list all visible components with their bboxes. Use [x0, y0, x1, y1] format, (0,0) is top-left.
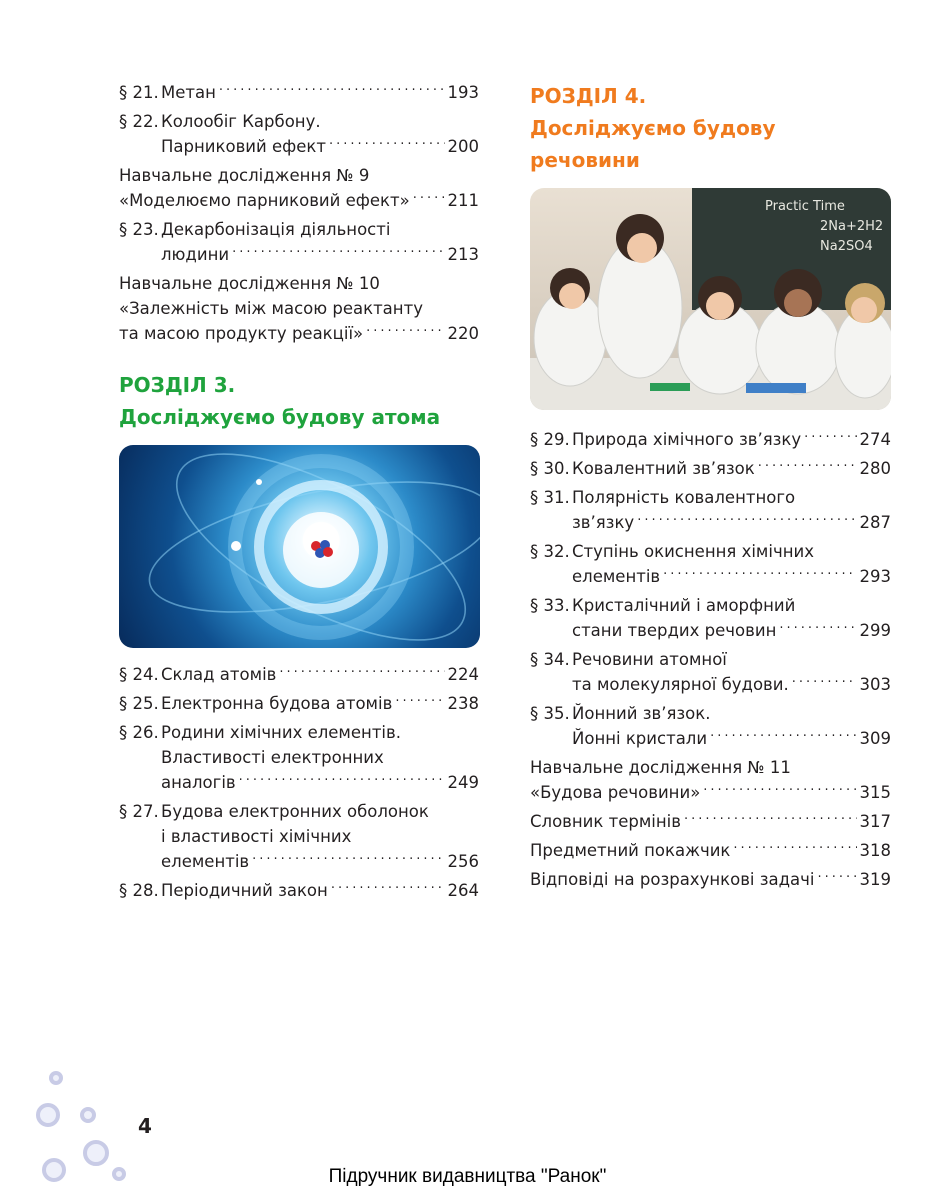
toc-section-number: § 22.	[119, 112, 159, 131]
toc-entry	[119, 720, 479, 795]
toc-entry-title: Родини хімічних елементів.	[161, 723, 401, 742]
toc-leader-dots	[733, 838, 856, 863]
atom-illustration	[119, 445, 480, 648]
toc-entry-title: аналогів	[161, 773, 236, 792]
toc-entry	[119, 80, 479, 105]
toc-entry	[530, 485, 891, 535]
toc-entry	[530, 755, 891, 805]
toc-entry-title: зв’язку	[572, 513, 635, 532]
toc-section-number: § 30.	[530, 459, 570, 478]
toc-entry-title: Декарбонізація діяльності	[161, 220, 391, 239]
toc-section-number: § 29.	[530, 430, 570, 449]
toc-section-number: § 26.	[119, 723, 159, 742]
toc-list-top	[119, 80, 479, 346]
section-4-label: РОЗДІЛ 4.	[530, 84, 647, 108]
toc-page-number: 224	[447, 665, 479, 684]
toc-entry-title: Навчальне дослідження № 11	[530, 758, 791, 777]
chalk-text-1: Practic Time	[765, 199, 845, 214]
toc-page-number: 249	[447, 773, 479, 792]
toc-entry	[119, 662, 479, 687]
toc-leader-dots	[637, 510, 856, 535]
toc-leader-dots	[792, 672, 857, 697]
toc-entry	[530, 838, 891, 863]
decor-bubble	[80, 1107, 96, 1123]
toc-leader-dots	[252, 849, 444, 874]
toc-entry-title: людини	[161, 245, 230, 264]
toc-entry-title: Йонний зв’язок.	[572, 704, 711, 723]
toc-leader-dots	[703, 780, 856, 805]
toc-leader-dots	[279, 662, 444, 687]
toc-entry	[530, 593, 891, 643]
decor-bubble	[36, 1103, 60, 1127]
toc-entry	[530, 647, 891, 697]
footer-publisher: Підручник видавництва "Ранок"	[328, 1166, 607, 1187]
toc-leader-dots	[413, 188, 445, 213]
section-3-heading	[119, 369, 479, 433]
toc-leader-dots	[232, 242, 444, 267]
toc-entry-title: Ступінь окиснення хімічних	[572, 542, 814, 561]
toc-page-number: 193	[447, 83, 479, 102]
toc-page-number: 211	[447, 191, 479, 210]
toc-leader-dots	[219, 80, 445, 105]
toc-entry	[530, 867, 891, 892]
section-3-title: Досліджуємо будову атома	[119, 405, 441, 429]
toc-section-number: § 23.	[119, 220, 159, 239]
toc-entry-title: Будова електронних оболонок	[161, 802, 429, 821]
toc-entry-title: Навчальне дослідження № 9	[119, 166, 370, 185]
toc-entry-title: Природа хімічного зв’язку	[572, 430, 802, 449]
toc-entry-title: Йонні кристали	[572, 729, 708, 748]
toc-leader-dots	[395, 691, 444, 716]
lab-scene	[530, 188, 891, 410]
decor-bubble	[83, 1140, 109, 1166]
toc-leader-dots	[710, 726, 856, 751]
toc-leader-dots	[804, 427, 856, 452]
toc-entry	[119, 163, 479, 213]
toc-leader-dots	[779, 618, 856, 643]
toc-entry-title: Кристалічний і аморфний	[572, 596, 796, 615]
toc-section-number: § 31.	[530, 488, 570, 507]
toc-entry-title: Навчальне дослідження № 10	[119, 274, 380, 293]
toc-page-number: 238	[447, 694, 479, 713]
atom-graphic	[119, 445, 480, 648]
toc-entry	[530, 809, 891, 834]
toc-entry-title: елементів	[161, 852, 250, 871]
toc-entry-title: елементів	[572, 567, 661, 586]
toc-page-number: 274	[859, 430, 891, 449]
toc-section-number: § 35.	[530, 704, 570, 723]
toc-leader-dots	[758, 456, 857, 481]
toc-section-number: § 28.	[119, 881, 159, 900]
toc-entry-title: Парниковий ефект	[161, 137, 326, 156]
toc-leader-dots	[239, 770, 445, 795]
toc-entry	[530, 701, 891, 751]
toc-leader-dots	[684, 809, 857, 834]
toc-page-number: 256	[447, 852, 479, 871]
toc-entry-title: і властивості хімічних	[161, 827, 352, 846]
toc-entry-title: «Моделюємо парниковий ефект»	[119, 191, 410, 210]
lab-photo	[530, 188, 891, 410]
toc-entry-title: Полярність ковалентного	[572, 488, 796, 507]
toc-left-column	[119, 80, 479, 907]
toc-entry	[530, 456, 891, 481]
toc-right-column	[530, 80, 891, 896]
section-4-title: Досліджуємо будову речовини	[530, 116, 776, 172]
toc-leader-dots	[329, 134, 445, 159]
toc-leader-dots	[366, 321, 444, 346]
section-3-label: РОЗДІЛ 3.	[119, 373, 236, 397]
toc-entry-title: Склад атомів	[161, 665, 277, 684]
toc-entry-title: Метан	[161, 83, 216, 102]
toc-entry-title: Предметний покажчик	[530, 841, 731, 860]
toc-page-number: 318	[859, 841, 891, 860]
toc-entry-title: стани твердих речовин	[572, 621, 777, 640]
toc-page-number: 293	[859, 567, 891, 586]
toc-entry	[119, 217, 479, 267]
toc-section-number: § 25.	[119, 694, 159, 713]
toc-section-number: § 24.	[119, 665, 159, 684]
toc-entry-title: Електронна будова атомів	[161, 694, 393, 713]
toc-page-number: 280	[859, 459, 891, 478]
toc-entry-title: Відповіді на розрахункові задачі	[530, 870, 815, 889]
toc-entry-title: Періодичний закон	[161, 881, 328, 900]
toc-list-right	[530, 427, 891, 892]
toc-entry	[530, 539, 891, 589]
toc-section-number: § 27.	[119, 802, 159, 821]
toc-leader-dots	[331, 878, 445, 903]
chalk-text-3: Na2SO4	[820, 239, 873, 254]
toc-entry-title: та молекулярної будови.	[572, 675, 789, 694]
toc-entry	[119, 271, 479, 346]
toc-entry-title: Ковалентний зв’язок	[572, 459, 755, 478]
toc-entry-title: Словник термінів	[530, 812, 681, 831]
toc-section-number: § 33.	[530, 596, 570, 615]
toc-page-number: 264	[447, 881, 479, 900]
toc-entry-title: Речовини атомної	[572, 650, 727, 669]
toc-leader-dots	[817, 867, 856, 892]
section-4-heading	[530, 80, 891, 176]
toc-entry	[119, 878, 479, 903]
toc-page-number: 303	[859, 675, 891, 694]
toc-section-number: § 32.	[530, 542, 570, 561]
toc-entry	[119, 691, 479, 716]
toc-page-number: 200	[447, 137, 479, 156]
toc-entry-title: та масою продукту реакції»	[119, 324, 364, 343]
chalk-text-2: 2Na+2H2	[820, 219, 884, 234]
toc-page-number: 213	[447, 245, 479, 264]
toc-leader-dots	[663, 564, 856, 589]
toc-entry-title: «Будова речовини»	[530, 783, 701, 802]
toc-page-number: 317	[859, 812, 891, 831]
toc-entry	[119, 109, 479, 159]
toc-entry	[530, 427, 891, 452]
toc-page-number: 220	[447, 324, 479, 343]
decor-bubble	[49, 1071, 63, 1085]
toc-page-number: 309	[859, 729, 891, 748]
page-number: 4	[138, 1114, 152, 1138]
toc-section-number: § 21.	[119, 83, 159, 102]
toc-page-number: 319	[859, 870, 891, 889]
toc-page-number: 287	[859, 513, 891, 532]
toc-entry	[119, 799, 479, 874]
toc-entry-title: Колообіг Карбону.	[161, 112, 321, 131]
toc-entry-title: Властивості електронних	[161, 748, 384, 767]
toc-list-bottom	[119, 662, 479, 903]
toc-page-number: 315	[859, 783, 891, 802]
toc-section-number: § 34.	[530, 650, 570, 669]
toc-entry-title: «Залежність між масою реактанту	[119, 299, 423, 318]
toc-page-number: 299	[859, 621, 891, 640]
